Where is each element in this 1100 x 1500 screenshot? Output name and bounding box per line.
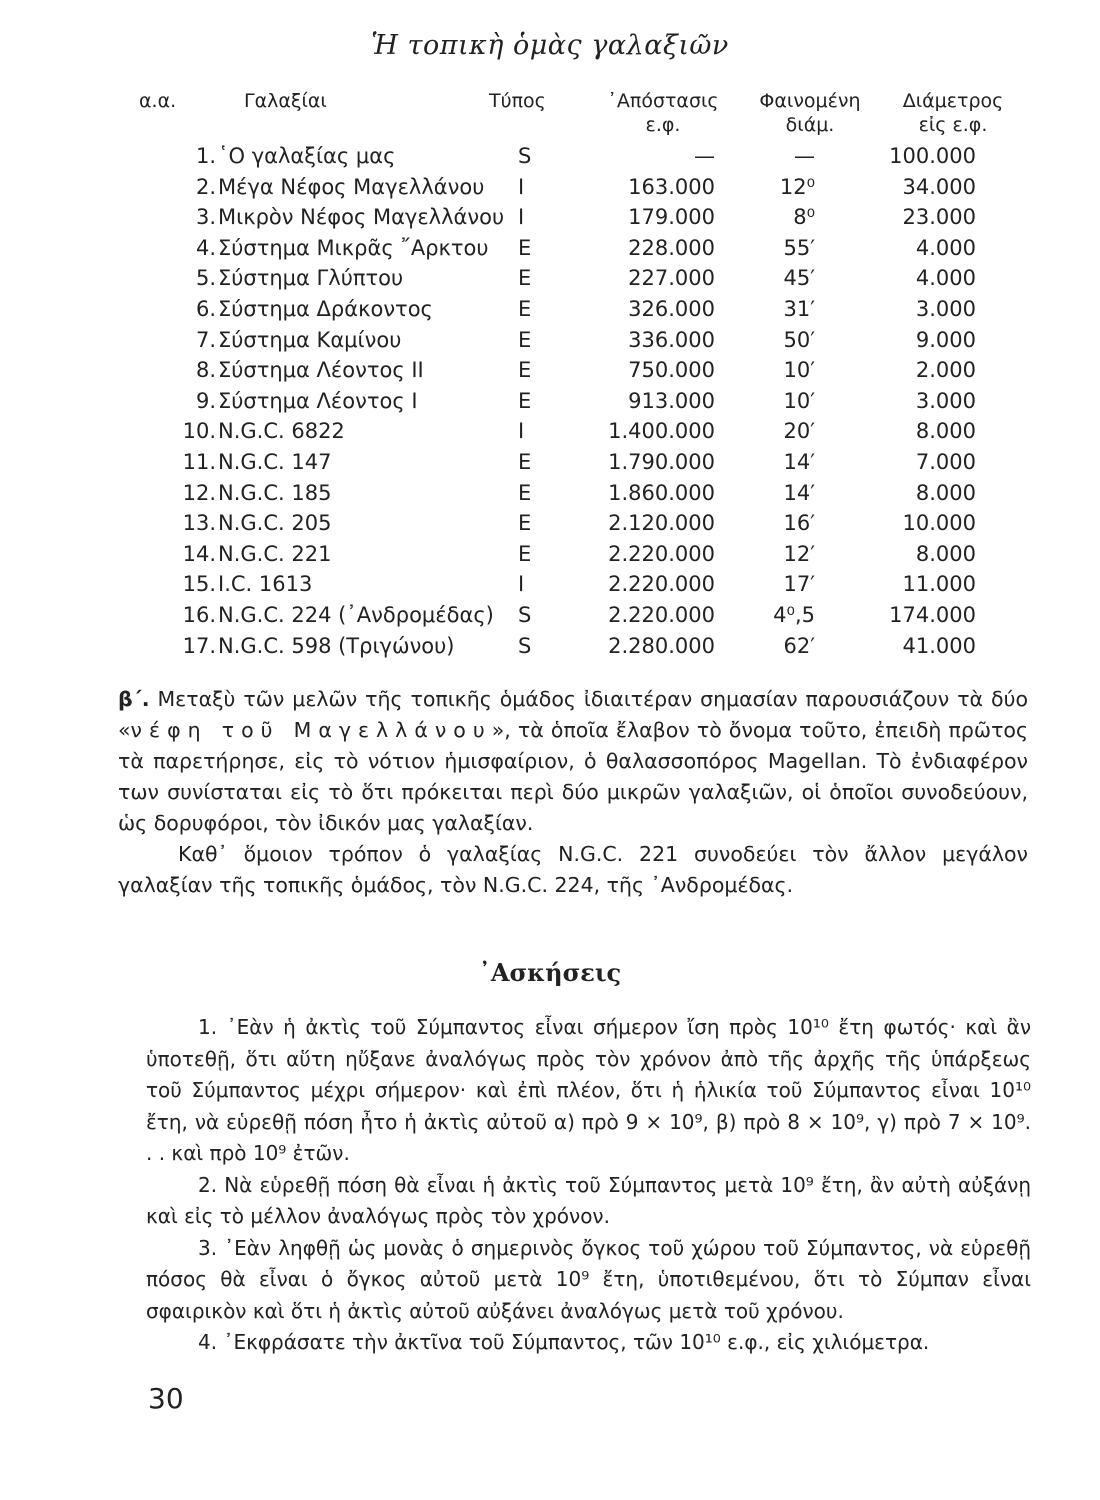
table-row — [160, 386, 976, 417]
galaxy-name: N.G.C. 205 — [218, 511, 332, 536]
table-row — [160, 263, 976, 294]
galaxies-table — [160, 141, 976, 661]
galaxy-diameter: 174.000 — [889, 602, 976, 627]
galaxy-distance: 326.000 — [628, 296, 715, 321]
galaxy-distance: 163.000 — [628, 174, 715, 199]
row-number: 17. — [182, 633, 216, 658]
header-apparent-line1: Φαινομένη — [759, 90, 861, 112]
page-title: Ἡ τοπικὴ ὁμὰς γαλαξιῶν — [371, 30, 729, 61]
row-number: 6. — [195, 296, 216, 321]
galaxy-apparent-diameter: 55′ — [783, 235, 815, 260]
table-row — [160, 631, 976, 662]
header-apparent — [740, 89, 880, 137]
row-number: 16. — [182, 602, 216, 627]
galaxy-apparent-diameter: 4⁰,5 — [773, 602, 815, 627]
row-number: 4. — [195, 235, 216, 260]
exercise-item: 2. Νὰ εὑρεθῇ πόση θὰ εἶναι ἡ ἀκτὶς τοῦ Σύμπαντος μετὰ 10⁹ ἔτη, ἂν αὐτὴ αὐξάνῃ καὶ εἰς τὸ μέλλον ἀναλόγως πρὸς τὸν χρόνον. — [146, 1172, 1031, 1228]
table-row — [160, 325, 976, 356]
table-row — [160, 416, 976, 447]
row-number: 1. — [195, 144, 216, 168]
galaxy-distance: 1.790.000 — [608, 449, 715, 474]
galaxy-diameter: 4.000 — [915, 266, 976, 291]
header-type: Τύπος — [489, 90, 546, 112]
galaxy-distance: 1.860.000 — [608, 480, 715, 505]
galaxy-distance: 1.400.000 — [608, 419, 715, 444]
galaxy-distance: 2.220.000 — [608, 572, 715, 597]
galaxy-diameter: 34.000 — [902, 174, 976, 199]
galaxy-diameter: 3.000 — [915, 296, 976, 321]
table-row — [160, 355, 976, 386]
galaxy-name: N.G.C. 6822 — [218, 419, 345, 444]
galaxy-distance: 750.000 — [628, 358, 715, 383]
paragraph-second: Καθ᾿ ὅμοιον τρόπον ὁ γαλαξίας N.G.C. 221 συνοδεύει τὸν ἄλλον μεγάλον γαλαξίαν τῆς τοπικῆς ὁμάδος, τὸν N.G.C. 224, τῆς ᾿Ανδρομέδας. — [118, 842, 1028, 897]
row-number: 13. — [182, 511, 216, 536]
row-number: 12. — [182, 480, 216, 505]
exercise-item: 1. ᾿Εὰν ἡ ἀκτὶς τοῦ Σύμπαντος εἶναι σήμερον ἴση πρὸς 10¹⁰ ἔτη φωτός· καὶ ἂν ὑποτεθῇ, ὅτι αὕτη ηὔξανε ἀναλόγως πρὸς τὸν χρόνον ἀπὸ τῆς ἀρχῆς τῆς ὑπάρξεως τοῦ Σύμπαντος μέχρι σήμερον· καὶ ἐπὶ πλέον, ὅτι ἡ ἡλικία τοῦ Σύμπαντος εἶναι 10¹⁰ ἔτη, νὰ εὑρεθῇ πόση ἦτο ἡ ἀκτὶς αὐτοῦ α) πρὸ 9 × 10⁹, β) πρὸ 8 × 10⁹, γ) πρὸ 7 × 10⁹. . . καὶ πρὸ 10⁹ ἐτῶν. — [146, 1015, 1031, 1165]
galaxy-distance: 336.000 — [628, 327, 715, 352]
galaxy-diameter: 9.000 — [915, 327, 976, 352]
row-number: 8. — [195, 358, 216, 383]
galaxy-name: Σύστημα Δράκοντος — [218, 296, 433, 321]
galaxy-distance: 227.000 — [628, 266, 715, 291]
galaxy-distance: 228.000 — [628, 235, 715, 260]
paragraph-b — [118, 684, 1028, 901]
galaxy-type: Ε — [518, 541, 532, 566]
galaxy-type: Ι — [518, 205, 525, 230]
galaxy-name: ῾Ο γαλαξίας μας — [218, 144, 396, 168]
galaxy-type: Ι — [518, 419, 525, 444]
exercise-item: 4. ᾿Εκφράσατε τὴν ἀκτῖνα τοῦ Σύμπαντος, τῶν 10¹⁰ ε.φ., εἰς χιλιόμετρα. — [198, 1330, 930, 1354]
galaxy-apparent-diameter: 14′ — [783, 480, 815, 505]
galaxy-apparent-diameter: 12′ — [783, 541, 815, 566]
galaxy-apparent-diameter: 14′ — [783, 449, 815, 474]
galaxy-type: Ε — [518, 358, 532, 383]
galaxy-name: N.G.C. 598 (Τριγώνου) — [218, 633, 455, 658]
galaxy-apparent-diameter: 16′ — [783, 511, 815, 536]
galaxy-diameter: 7.000 — [915, 449, 976, 474]
galaxy-type: Ε — [518, 388, 532, 413]
galaxy-diameter: 11.000 — [902, 572, 976, 597]
header-diameter — [878, 89, 1028, 137]
exercise-item: 3. ᾿Εὰν ληφθῇ ὡς μονὰς ὁ σημερινὸς ὄγκος τοῦ χώρου τοῦ Σύμπαντος, νὰ εὑρεθῇ πόσος θὰ εἶναι ὁ ὄγκος αὐτοῦ μετὰ 10⁹ ἔτη, ὑποτιθεμένου, ὅτι τὸ Σύμπαν εἶναι σφαιρικὸν καὶ ὅτι ἡ ἀκτὶς αὐτοῦ αὐξάνει ἀναλόγως μετὰ τοῦ χρόνου. — [146, 1235, 1031, 1323]
table-row — [160, 233, 976, 264]
galaxy-diameter: 8.000 — [915, 541, 976, 566]
exercises-heading: ᾿Ασκήσεις — [478, 958, 622, 987]
table-row — [160, 202, 976, 233]
galaxy-type: Ε — [518, 511, 532, 536]
galaxy-distance: — — [694, 144, 715, 168]
galaxy-type: Ε — [518, 296, 532, 321]
table-row — [160, 294, 976, 325]
galaxy-apparent-diameter: 62′ — [783, 633, 815, 658]
galaxy-type: Ε — [518, 235, 532, 260]
table-row — [160, 141, 976, 172]
galaxy-distance: 2.280.000 — [608, 633, 715, 658]
galaxy-distance: 913.000 — [628, 388, 715, 413]
row-number: 2. — [195, 174, 216, 199]
galaxy-diameter: 8.000 — [915, 480, 976, 505]
row-number: 7. — [195, 327, 216, 352]
spaced-phrase: νέφη τοῦ Μαγελλάνου — [130, 718, 492, 742]
galaxy-apparent-diameter: 31′ — [783, 296, 815, 321]
galaxy-type: S — [518, 633, 532, 658]
header-distance-line1: ᾿Απόστασις — [607, 90, 719, 112]
row-number: 5. — [195, 266, 216, 291]
galaxy-type: Ε — [518, 449, 532, 474]
galaxy-name: Σύστημα Λέοντος ΙΙ — [218, 358, 424, 383]
galaxy-type: Ε — [518, 327, 532, 352]
galaxy-diameter: 10.000 — [902, 511, 976, 536]
galaxy-distance: 2.220.000 — [608, 602, 715, 627]
header-diameter-line1: Διάμετρος — [902, 90, 1004, 112]
galaxy-diameter: 3.000 — [915, 388, 976, 413]
galaxy-apparent-diameter: 45′ — [783, 266, 815, 291]
galaxy-name: Σύστημα Καμίνου — [218, 327, 402, 352]
galaxy-apparent-diameter: 17′ — [783, 572, 815, 597]
galaxy-name: N.G.C. 147 — [218, 449, 332, 474]
paragraph-text-1: Μεταξὺ τῶν μελῶν τῆς τοπικῆς ὁμάδος ἰδιαιτέραν σημασίαν παρουσιάζουν τὰ δύο « — [118, 687, 1028, 742]
header-diameter-line2: εἰς ε.φ. — [918, 114, 988, 136]
exercises-list — [146, 1012, 1031, 1359]
page-number: 30 — [148, 1382, 184, 1415]
galaxy-diameter: 23.000 — [902, 205, 976, 230]
galaxy-diameter: 41.000 — [902, 633, 976, 658]
galaxy-apparent-diameter: 12⁰ — [779, 174, 815, 199]
galaxy-apparent-diameter: — — [794, 144, 815, 168]
row-number: 10. — [182, 419, 216, 444]
header-no: α.α. — [139, 90, 177, 112]
galaxy-distance: 2.120.000 — [608, 511, 715, 536]
galaxy-type: Ι — [518, 174, 525, 199]
header-name: Γαλαξίαι — [244, 90, 327, 112]
galaxy-type: S — [518, 602, 532, 627]
galaxy-type: Ε — [518, 480, 532, 505]
row-number: 9. — [195, 388, 216, 413]
galaxy-name: N.G.C. 185 — [218, 480, 332, 505]
table-row — [160, 172, 976, 203]
galaxy-apparent-diameter: 50′ — [783, 327, 815, 352]
row-number: 14. — [182, 541, 216, 566]
galaxy-name: Μέγα Νέφος Μαγελλάνου — [218, 174, 485, 199]
galaxy-name: Σύστημα Μικρᾶς ῎Αρκτου — [218, 235, 489, 260]
table-row — [160, 447, 976, 478]
header-distance — [588, 89, 738, 137]
table-row — [160, 539, 976, 570]
table-row — [160, 569, 976, 600]
table-row — [160, 478, 976, 509]
header-distance-line2: ε.φ. — [645, 114, 681, 136]
galaxy-name: N.G.C. 221 — [218, 541, 332, 566]
galaxy-type: S — [518, 144, 532, 168]
table-row — [160, 600, 976, 631]
galaxy-apparent-diameter: 10′ — [783, 358, 815, 383]
galaxy-distance: 2.220.000 — [608, 541, 715, 566]
galaxy-name: Σύστημα Γλύπτου — [218, 266, 404, 291]
galaxy-distance: 179.000 — [628, 205, 715, 230]
paragraph-marker: β΄. — [118, 687, 150, 711]
galaxy-name: N.G.C. 224 (᾿Ανδρομέδας) — [218, 602, 494, 627]
galaxy-type: Ι — [518, 572, 525, 597]
row-number: 3. — [195, 205, 216, 230]
galaxy-name: Σύστημα Λέοντος Ι — [218, 388, 418, 413]
row-number: 11. — [182, 449, 216, 474]
galaxy-diameter: 2.000 — [915, 358, 976, 383]
galaxy-apparent-diameter: 20′ — [783, 419, 815, 444]
table-row — [160, 508, 976, 539]
paragraph-text-2: », τὰ ὁποῖα ἔλαβον τὸ ὄνομα τοῦτο, ἐπειδὴ πρῶτος τὰ παρετήρησε, εἰς τὸ νότιον ἡμισφαίριον, ὁ θαλασσοπόρος Magellan. Τὸ ἐνδιαφέρον των συνίσταται εἰς τὸ ὅτι πρόκειται περὶ δύο μικρῶν γαλαξιῶν, οἱ ὁποῖοι συνοδεύουν, ὡς δορυφόροι, τὸν ἰδικόν μας γαλαξίαν. — [118, 718, 1028, 835]
galaxy-diameter: 8.000 — [915, 419, 976, 444]
galaxy-type: Ε — [518, 266, 532, 291]
galaxy-diameter: 100.000 — [889, 144, 976, 168]
galaxy-name: I.C. 1613 — [218, 572, 313, 597]
galaxy-diameter: 4.000 — [915, 235, 976, 260]
galaxy-apparent-diameter: 8⁰ — [793, 205, 815, 230]
row-number: 15. — [182, 572, 216, 597]
galaxy-apparent-diameter: 10′ — [783, 388, 815, 413]
galaxy-name: Μικρὸν Νέφος Μαγελλάνου — [218, 205, 505, 230]
header-apparent-line2: διάμ. — [785, 114, 835, 136]
